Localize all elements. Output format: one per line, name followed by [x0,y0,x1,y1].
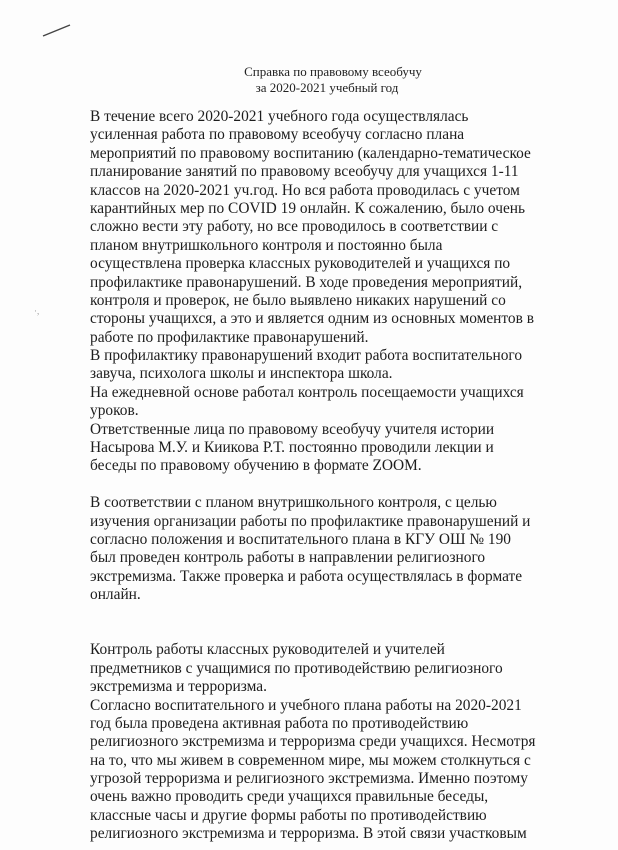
text-line: усиленная работа по правовому всеобучу согласно плана [90,126,465,144]
text-line: изучения организации работы по профилактике правонарушений и [90,512,531,530]
text-line: на то, что мы живем в современном мире, мы можем столкнуться с [90,751,531,769]
document-title: Справка по правовому всеобучу [244,64,422,79]
text-line: планом внутришкольного контроля и постоянно была [90,236,443,254]
scan-speck: ·, [34,306,40,316]
text-line: религиозного экстремизма и терроризма среди учащихся. Несмотря [90,733,536,751]
text-line: онлайн. [90,586,141,604]
text-line: В профилактику правонарушений входит работа воспитательного [90,347,523,365]
paragraph-gap [90,623,576,641]
text-line: угрозой терроризма и религиозного экстремизма. Именно поэтому [90,770,528,788]
paragraph-gap [90,605,576,623]
text-line: завуча, психолога школы и инспектора школа. [90,365,393,383]
document-subtitle: за 2020-2021 учебный год [255,80,399,95]
paragraph-gap [90,476,576,494]
text-line: был проведен контроль работы в направлении религиозного [90,549,486,567]
text-line: На ежедневной основе работал контроль посещаемости учащихся [90,383,524,401]
text-line: Согласно воспитательного и учебного плана работы на 2020-2021 [90,696,522,714]
text-line: осуществлена проверка классных руководителей и учащихся по [90,255,511,273]
text-line: Контроль работы классных руководителей и учителей [90,641,445,659]
text-line: стороны учащихся, а это и является одним из основных моментов в [90,310,534,328]
text-line: экстремизма и терроризма. [90,678,267,696]
text-line: работе по профилактике правонарушений. [90,328,369,346]
text-line: Насырова М.У. и Киикова Р.Т. постоянно проводили лекции и [90,439,494,457]
text-line: классов на 2020-2021 уч.год. Но вся работа проводилась с учетом [90,181,520,199]
document-body [90,108,576,844]
text-line: очень важно проводить среди учащихся правильные беседы, [90,788,489,806]
text-line: планирование занятий по правовому всеобучу для учащихся 1-11 [90,163,519,181]
text-line: карантийных мер по COVID 19 онлайн. К сожалению, было очень [90,199,526,217]
text-line: уроков. [90,402,139,420]
text-line: профилактике правонарушений. В ходе проведения мероприятий, [90,273,523,291]
text-line: предметников с учащимися по противодействию религиозного [90,659,503,677]
text-line: Ответственные лица по правовому всеобучу учителя истории [90,420,495,438]
text-line: В течение всего 2020-2021 учебного года осуществлялась [90,108,469,125]
text-line: контроля и проверок, не было выявлено никаких нарушений со [90,291,506,309]
text-line: экстремизма. Также проверка и работа осуществлялась в формате [90,567,523,585]
text-line: год была проведена активная работа по противодействию [90,714,469,732]
text-line: мероприятий по правовому воспитанию (календарно-тематическое [90,144,531,162]
text-line: согласно положения и воспитательного плана в КГУ ОШ № 190 [90,530,511,548]
text-line: В соответствии с планом внутришкольного контроля, с целью [90,494,497,512]
text-line: классные часы и другие формы работы по противодействию [90,806,487,824]
text-line: религиозного экстремизма и терроризма. В этой связи участковым [90,825,527,843]
text-line: беседы по правовому обучению в формате ZOOM. [90,457,422,475]
pen-stroke-mark [42,22,72,38]
text-line: сложно вести эту работу, но все проводилось в соответствии с [90,218,499,236]
